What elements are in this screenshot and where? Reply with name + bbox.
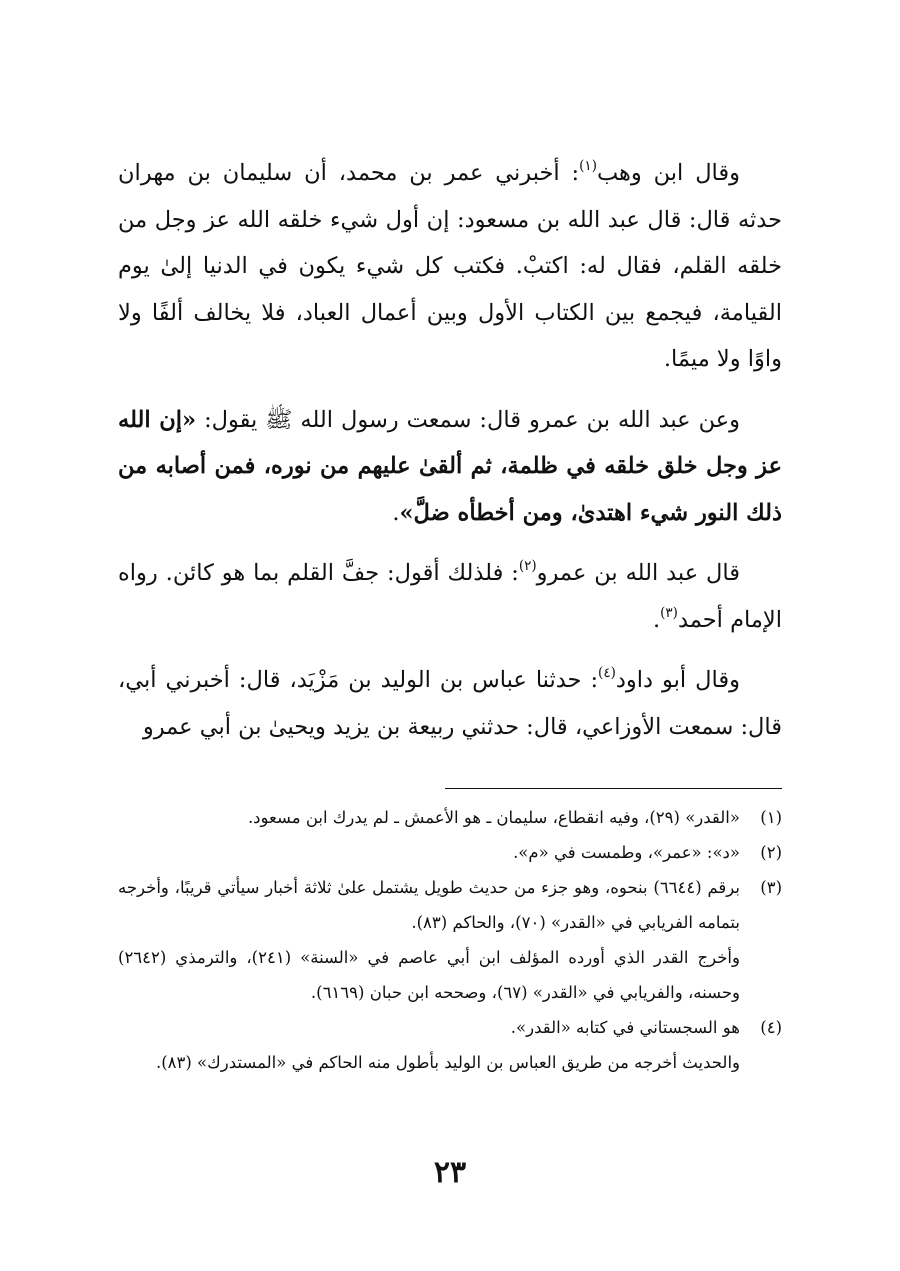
footnote-ref-3[interactable]: (٣) [660, 604, 678, 621]
paragraph-1-text: وقال ابن وهب [596, 160, 741, 186]
paragraph-1-rest: : أخبرني عمر بن محمد، أن سليمان بن مهران حدثه قال: قال عبد الله بن مسعود: إن أول شيء خلقه الله عز وجل من خلقه القلم، فقال له: اكتبْ. فكتب كل شيء يكون في الدنيا إلىٰ يوم القيامة، فيجمع بين الكتاب الأول وبين أعمال العباد، فلا يخالف ألفًا ولا واوًا ولا ميمًا. [118, 160, 782, 372]
paragraph-1 [118, 150, 782, 383]
paragraph-3 [118, 550, 782, 643]
paragraph-3-text: قال عبد الله بن عمرو [536, 560, 740, 586]
footnote-separator [445, 788, 782, 789]
footnote-2 [118, 835, 782, 870]
footnote-text-continued: وأخرج القدر الذي أورده المؤلف ابن أبي عاصم في «السنة» (٢٤١)، والترمذي (٢٦٤٢) وحسنه، والفريابي في «القدر» (٦٧)، وصححه ابن حبان (٦١٦٩). [118, 948, 740, 1002]
footnote-ref-2[interactable]: (٢) [518, 557, 537, 574]
footnote-4-continued: والحديث أخرجه من طريق العباس بن الوليد بأطول منه الحاكم في «المستدرك» (٨٣). [155, 1053, 740, 1072]
paragraph-4-rest: : حدثنا عباس بن الوليد بن مَزْيَد، قال: أخبرني أبي، قال: سمعت الأوزاعي، قال: حدثني ربيعة بن يزيد ويحيىٰ بن أبي عمرو [118, 667, 782, 740]
paragraph-2-lead: وعن عبد الله بن عمرو قال: سمعت رسول الله ﷺ يقول: [196, 406, 740, 433]
footnote-number: (٣) [760, 878, 782, 897]
footnote-3 [118, 870, 782, 1010]
footnote-ref-4[interactable]: (٤) [598, 664, 616, 681]
footnote-number: (٢) [760, 843, 782, 862]
paragraph-3-mid: : فلذلك أقول: جفَّ القلم بما هو كائن. رواه الإمام أحمد [118, 560, 782, 633]
paragraph-2 [118, 397, 782, 537]
footnote-text: هو السجستاني في كتابه «القدر». [510, 1018, 740, 1037]
footnotes-section [118, 800, 782, 1080]
footnote-text: برقم (٦٦٤٤) بنحوه، وهو جزء من حديث طويل يشتمل علىٰ ثلاثة أخبار سيأتي قريبًا، وأخرجه بتمامه الفريابي في «القدر» (٧٠)، والحاكم (٨٣). [118, 878, 741, 932]
footnote-text: «القدر» (٢٩)، وفيه انقطاع، سليمان ـ هو الأعمش ـ لم يدرك ابن مسعود. [247, 808, 740, 827]
paragraph-4-text: وقال أبو داود [615, 667, 741, 693]
footnote-4 [118, 1010, 782, 1045]
footnote-text: «د»: «عمر»، وطمست في «م». [513, 843, 740, 862]
footnote-number: (٤) [760, 1018, 782, 1037]
main-text [118, 150, 782, 764]
paragraph-3-end: . [652, 606, 661, 633]
footnote-body [118, 870, 740, 1010]
footnote-1 [118, 800, 782, 835]
footnote-ref-1[interactable]: (١) [579, 157, 597, 174]
footnote-number: (١) [760, 808, 782, 827]
page-number: ٢٣ [433, 1155, 467, 1190]
paragraph-4 [118, 657, 782, 750]
hadith-quote: «إن الله عز وجل خلق خلقه في ظلمة، ثم ألقىٰ عليهم من نوره، فمن أصابه من ذلك النور شيء اهتدىٰ، ومن أخطأه ضلَّ» [118, 406, 782, 526]
paragraph-2-end: . [392, 499, 400, 526]
